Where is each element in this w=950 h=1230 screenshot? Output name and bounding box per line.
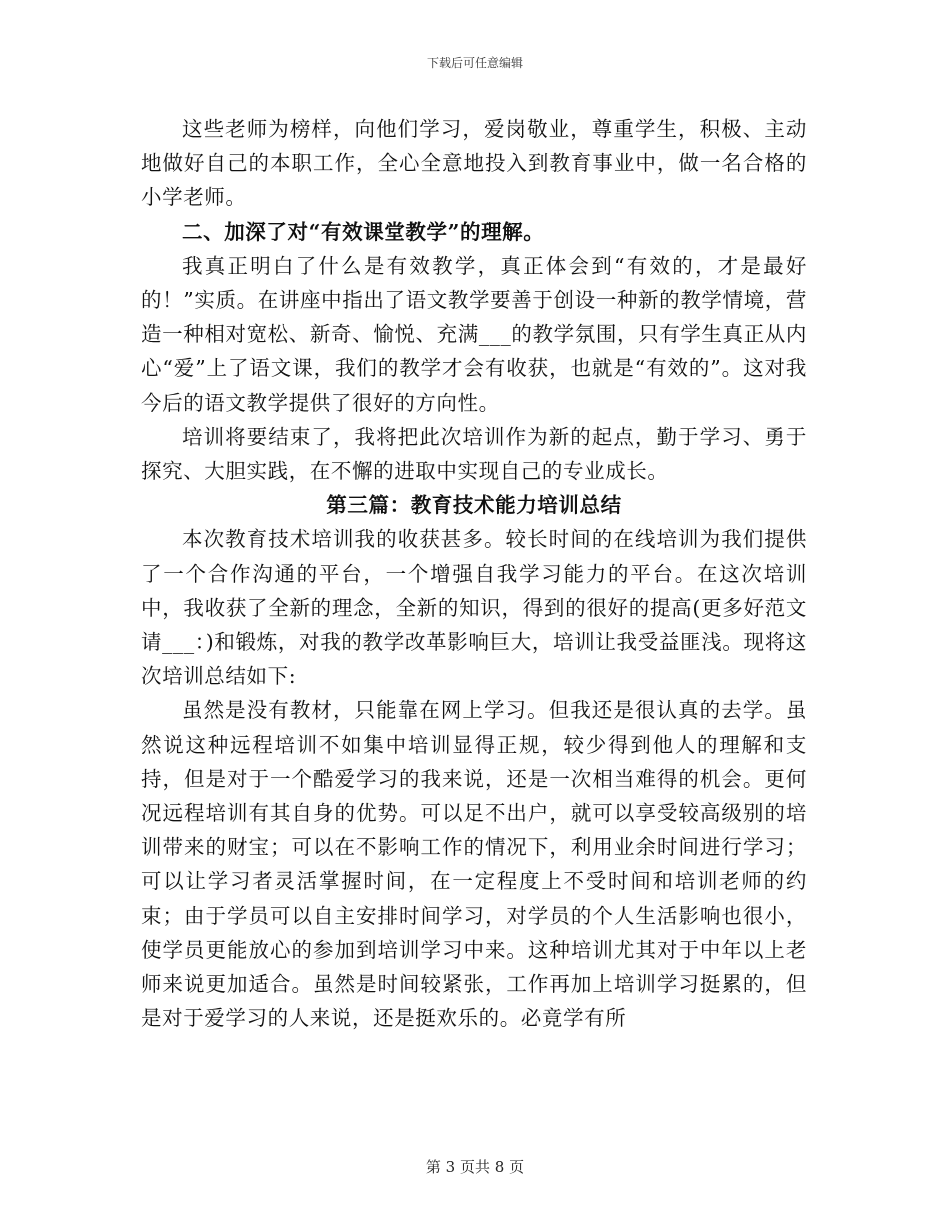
paragraph-effective-teaching: 我真正明白了什么是有效教学，真正体会到“有效的，才是最好的！”实质。在讲座中指出了语文教学要善于创设一种新的教学情境，营造一种相对宽松、新奇、愉悦、充满___的教学氛围，只有学生真正从内心“爱”上了语文课，我们的教学才会有收获，也就是“有效的”。这对我今后的语文教学提供了很好的方向性。 <box>141 253 807 415</box>
section-heading-effective-teaching: 二、加深了对“有效课堂教学”的理解。 <box>182 219 545 244</box>
paragraph-remote-training: 虽然是没有教材，只能靠在网上学习。但我还是很认真的去学。虽然说这种远程培训不如集中培训显得正规，较少得到他人的理解和支持，但是对于一个酷爱学习的我来说，还是一次相当难得的机会。更何况远程培训有其自身的优势。可以足不出户，就可以享受较高级别的培训带来的财宝；可以在不影响工作的情况下，利用业余时间进行学习；可以让学习者灵活掌握时间，在一定程度上不受时间和培训老师的约束；由于学员可以自主安排时间学习，对学员的个人生活影响也很小，使学员更能放心的参加到培训学习中来。这种培训尤其对于中年以上老师来说更加适合。虽然是时间较紧张，工作再加上培训学习挺累的，但是对于爱学习的人来说，还是挺欢乐的。必竟学有所 <box>141 698 807 1031</box>
page-header: 下载后可任意编辑 <box>426 56 523 70</box>
document-body <box>141 112 807 1035</box>
paragraph-training-end: 培训将要结束了，我将把此次培训作为新的起点，勤于学习、勇于探究、大胆实践，在不懈的进取中实现自己的专业成长。 <box>141 424 807 484</box>
paragraph-training-gains: 本次教育技术培训我的收获甚多。较长时间的在线培训为我们提供了一个合作沟通的平台，一个增强自我学习能力的平台。在这次培训中，我收获了全新的理念，全新的知识，得到的很好的提高(更多好范文请___：)和锻炼，对我的教学改革影响巨大，培训让我受益匪浅。现将这次培训总结如下: <box>141 527 807 689</box>
paragraph-teachers-example: 这些老师为榜样，向他们学习，爱岗敬业，尊重学生，积极、主动地做好自己的本职工作，全心全意地投入到教育事业中，做一名合格的小学老师。 <box>141 117 807 210</box>
page-footer-page-number: 第 3 页共 8 页 <box>425 1158 525 1176</box>
article-title-part-three: 第三篇：教育技术能力培训总结 <box>326 493 622 518</box>
